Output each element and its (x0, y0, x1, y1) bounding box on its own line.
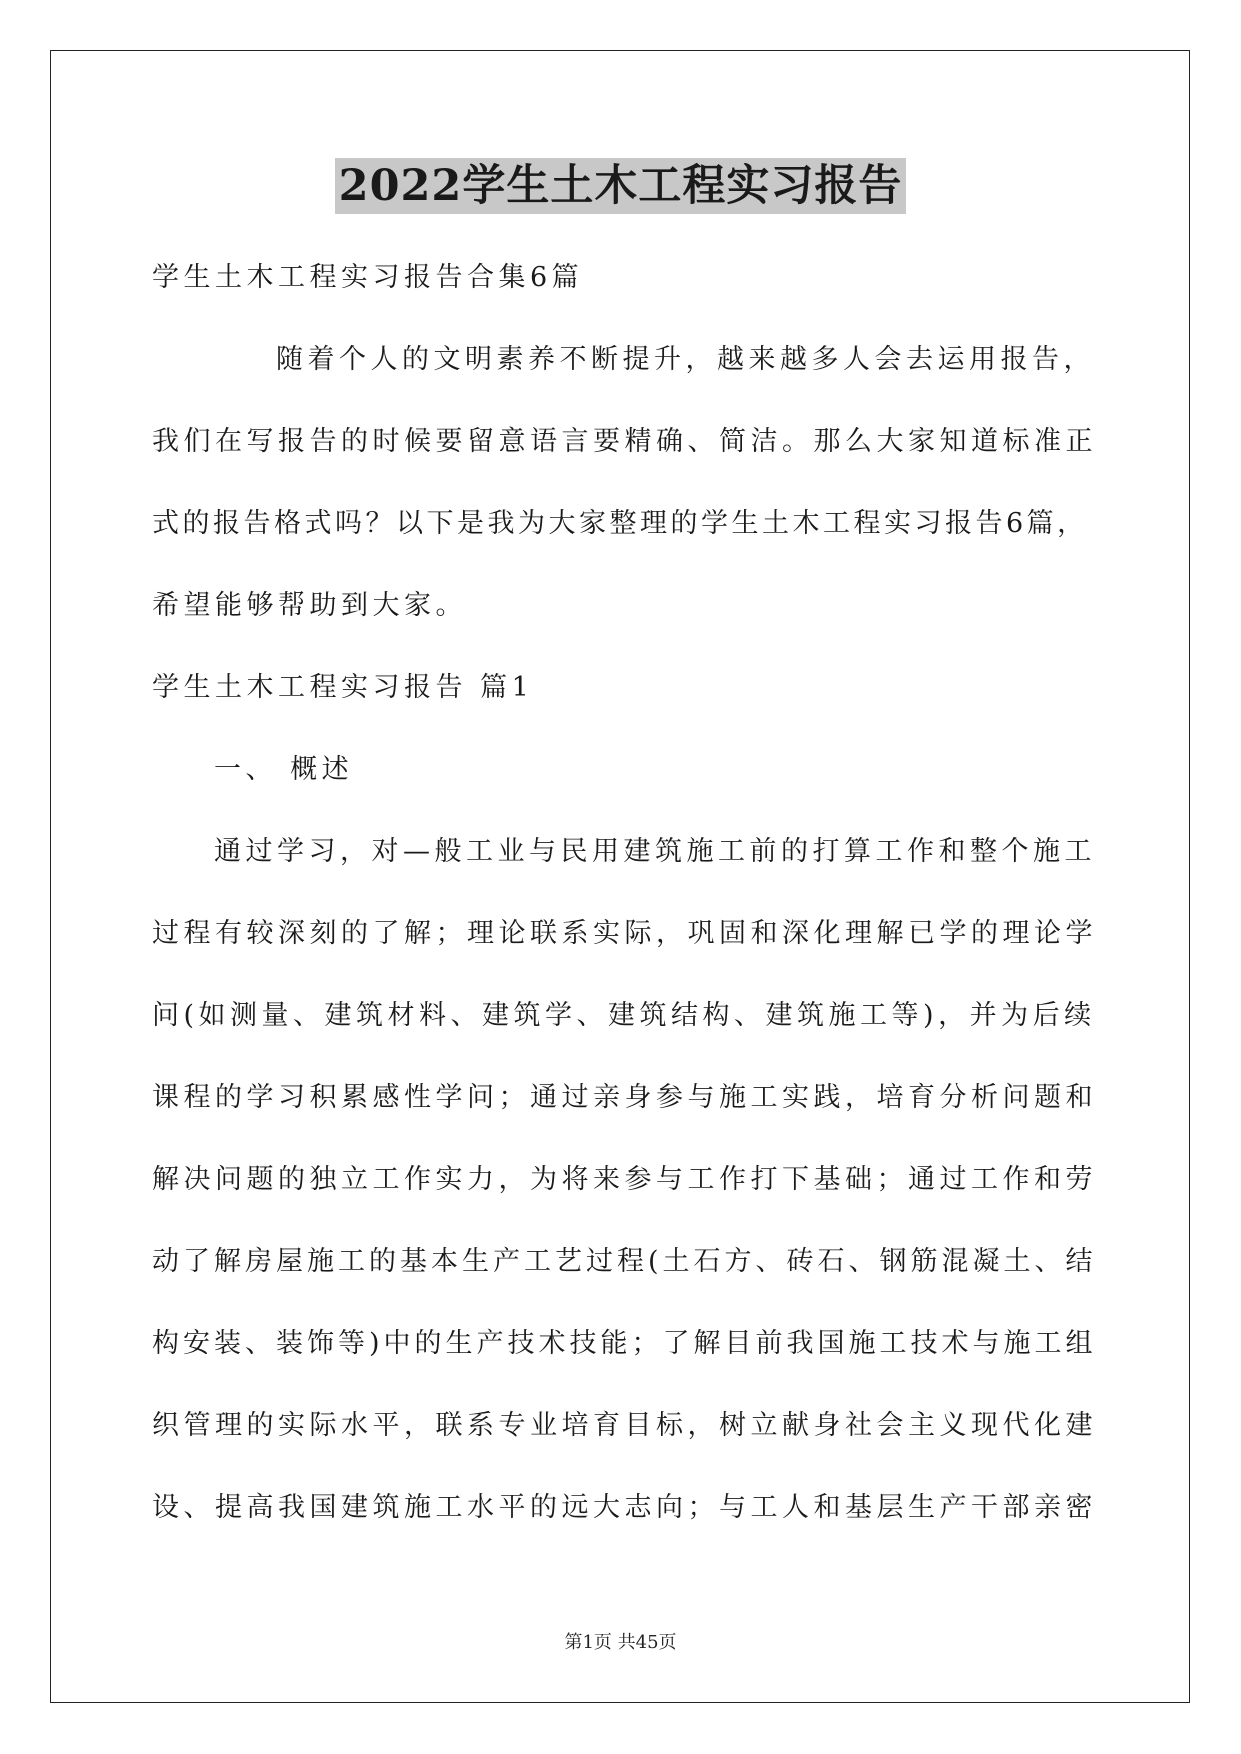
body-paragraph-line: 问(如测量、建筑材料、建筑学、建筑结构、建筑施工等)，并为后续 (152, 1000, 1096, 1031)
intro-paragraph-line: 我们在写报告的时候要留意语言要精确、简洁。那么大家知道标准正 (152, 426, 1097, 457)
body-paragraph-line: 解决问题的独立工作实力，为将来参与工作打下基础；通过工作和劳 (152, 1164, 1097, 1195)
body-paragraph-line: 动了解房屋施工的基本生产工艺过程(土石方、砖石、钢筋混凝土、结 (152, 1246, 1097, 1277)
body-paragraph-line: 织管理的实际水平，联系专业培育目标，树立献身社会主义现代化建 (152, 1410, 1097, 1441)
section-heading: 学生土木工程实习报告 篇1 (152, 672, 534, 703)
body-paragraph-line: 构安装、装饰等)中的生产技术技能；了解目前我国施工技术与施工组 (152, 1328, 1097, 1359)
page-footer: 第1页 共45页 (564, 1632, 677, 1653)
body-paragraph-line: 设、提高我国建筑施工水平的远大志向；与工人和基层生产干部亲密 (152, 1492, 1097, 1523)
title-container (0, 158, 1241, 214)
document-title: 2022学生土木工程实习报告 (335, 158, 907, 214)
intro-paragraph-line: 希望能够帮助到大家。 (152, 590, 467, 621)
subsection-heading: 一、 概述 (214, 754, 354, 785)
body-paragraph-line: 通过学习，对—般工业与民用建筑施工前的打算工作和整个施工 (214, 836, 1096, 867)
document-body (152, 237, 1100, 1549)
body-paragraph-line: 课程的学习积累感性学问；通过亲身参与施工实践，培育分析问题和 (152, 1082, 1097, 1113)
subtitle-line: 学生土木工程实习报告合集6篇 (152, 262, 584, 293)
intro-paragraph-line: 式的报告格式吗？以下是我为大家整理的学生土木工程实习报告6篇， (152, 508, 1088, 539)
body-paragraph-line: 过程有较深刻的了解；理论联系实际，巩固和深化理解已学的理论学 (152, 918, 1097, 949)
intro-paragraph-line: 随着个人的文明素养不断提升，越来越多人会去运用报告， (276, 344, 1095, 375)
